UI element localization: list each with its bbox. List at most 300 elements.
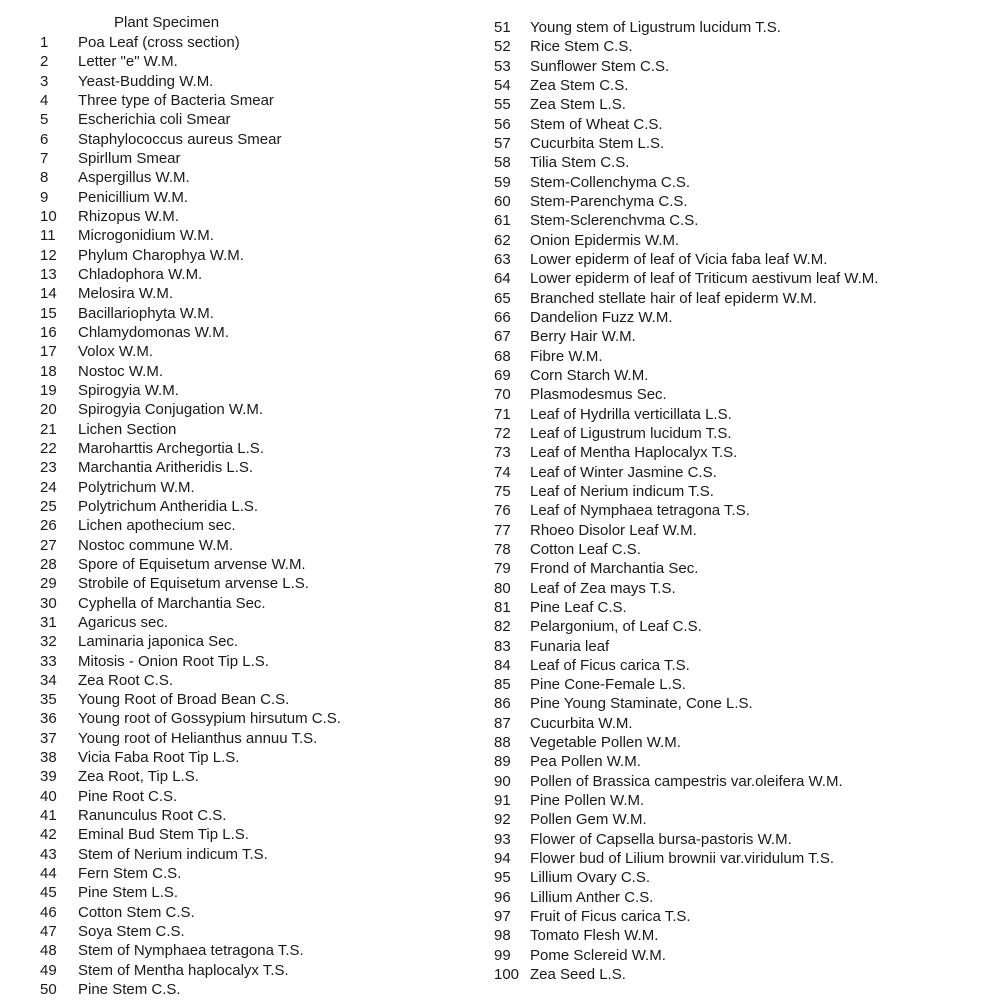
item-name: Stem-Collenchyma C.S. <box>530 173 691 191</box>
item-number: 62 <box>494 231 511 249</box>
list-item <box>40 52 460 71</box>
list-item <box>494 830 994 849</box>
item-name: Polytrichum W.M. <box>78 478 195 496</box>
item-number: 25 <box>40 497 57 515</box>
item-name: Penicillium W.M. <box>78 188 189 206</box>
item-name: Stem of Nymphaea tetragona T.S. <box>78 942 304 960</box>
item-name: Soya Stem C.S. <box>78 923 185 941</box>
list-item <box>494 540 994 559</box>
list-item <box>40 652 460 671</box>
item-number: 71 <box>494 405 511 423</box>
item-number: 97 <box>494 908 511 926</box>
list-item <box>40 709 460 728</box>
item-name: Three type of Bacteria Smear <box>78 91 274 109</box>
item-name: Lichen Section <box>78 420 177 438</box>
item-number: 55 <box>494 96 511 114</box>
item-number: 27 <box>40 536 57 554</box>
item-name: Poa Leaf (cross section) <box>78 34 240 51</box>
item-name: Young root of Gossypium hirsutum C.S. <box>78 710 341 728</box>
list-item <box>494 810 994 829</box>
item-number: 95 <box>494 869 511 887</box>
item-number: 75 <box>494 482 511 500</box>
item-name: Nostoc W.M. <box>78 362 164 380</box>
item-number: 37 <box>40 729 57 747</box>
item-name: Berry Hair W.M. <box>530 328 636 346</box>
item-number: 98 <box>494 927 511 945</box>
item-name: Ranunculus Root C.S. <box>78 807 227 825</box>
list-item <box>40 342 460 361</box>
item-number: 60 <box>494 192 511 210</box>
list-item <box>494 327 994 346</box>
item-number: 54 <box>494 76 511 94</box>
item-name: Eminal Bud Stem Tip L.S. <box>78 826 249 844</box>
list-item <box>494 849 994 868</box>
item-name: Zea Root C.S. <box>78 671 174 689</box>
item-name: Pine Pollen W.M. <box>530 792 645 810</box>
list-item <box>40 922 460 941</box>
list-item <box>494 965 994 984</box>
item-name: Tomato Flesh W.M. <box>530 927 659 945</box>
item-number: 89 <box>494 753 511 771</box>
item-name: Cucurbita W.M. <box>530 714 633 732</box>
list-item <box>494 289 994 308</box>
item-number: 78 <box>494 540 511 558</box>
item-number: 8 <box>40 169 49 187</box>
list-item <box>494 173 994 192</box>
item-number: 66 <box>494 308 511 326</box>
item-number: 88 <box>494 734 511 752</box>
item-number: 39 <box>40 768 57 786</box>
item-name: Tilia Stem C.S. <box>530 154 630 172</box>
item-number: 43 <box>40 845 57 863</box>
item-number: 67 <box>494 328 511 346</box>
list-item <box>494 907 994 926</box>
item-number: 82 <box>494 618 511 636</box>
item-name: Stem of Wheat C.S. <box>530 115 663 133</box>
item-name: Young root of Helianthus annuu T.S. <box>78 729 318 747</box>
item-name: Lower epiderm of leaf of Triticum aestivum leaf W.M. <box>530 270 879 288</box>
item-number: 30 <box>40 594 57 612</box>
item-number: 76 <box>494 502 511 520</box>
item-name: Zea Seed L.S. <box>530 966 626 984</box>
item-number: 57 <box>494 134 511 152</box>
list-item <box>494 95 994 114</box>
list-item <box>494 385 994 404</box>
item-number: 18 <box>40 362 57 380</box>
list-item <box>494 559 994 578</box>
item-name: Leaf of Hydrilla verticillata L.S. <box>530 405 732 423</box>
item-number: 5 <box>40 111 49 129</box>
item-name: Nostoc commune W.M. <box>78 536 234 554</box>
item-number: 32 <box>40 633 57 651</box>
list-item <box>494 405 994 424</box>
item-number: 52 <box>494 38 511 56</box>
item-number: 20 <box>40 401 57 419</box>
list-item <box>40 265 460 284</box>
item-name: Rhizopus W.M. <box>78 207 179 225</box>
item-name: Vegetable Pollen W.M. <box>530 734 681 752</box>
item-name: Pea Pollen W.M. <box>530 753 641 771</box>
item-name: Spirllum Smear <box>78 149 181 167</box>
item-name: Zea Root, Tip L.S. <box>78 768 199 786</box>
list-item <box>494 637 994 656</box>
list-item <box>40 381 460 400</box>
item-number: 99 <box>494 946 511 964</box>
list-item <box>494 791 994 810</box>
list-item <box>494 192 994 211</box>
item-number: 2 <box>40 53 49 71</box>
item-number: 63 <box>494 250 511 268</box>
item-name: Laminaria japonica Sec. <box>78 633 239 651</box>
item-number: 28 <box>40 555 57 573</box>
item-number: 72 <box>494 424 511 442</box>
item-name: Microgonidium W.M. <box>78 227 214 245</box>
list-item <box>494 926 994 945</box>
list-item <box>40 883 460 902</box>
item-name: Stem-Sclerenchvma C.S. <box>530 212 699 230</box>
list-item <box>494 76 994 95</box>
item-name: Leaf of Ficus carica T.S. <box>530 656 690 674</box>
item-number: 17 <box>40 343 57 361</box>
item-number: 83 <box>494 637 511 655</box>
item-name: Pine Root C.S. <box>78 787 178 805</box>
item-number: 24 <box>40 478 57 496</box>
item-number: 45 <box>40 884 57 902</box>
item-number: 16 <box>40 323 57 341</box>
item-name: Escherichia coli Smear <box>78 111 231 129</box>
item-number: 1 <box>40 34 49 51</box>
list-item <box>40 188 460 207</box>
item-number: 68 <box>494 347 511 365</box>
list-item <box>494 18 994 37</box>
item-name: Chladophora W.M. <box>78 265 203 283</box>
item-name: Chlamydomonas W.M. <box>78 323 229 341</box>
item-name: Pome Sclereid W.M. <box>530 946 666 964</box>
item-name: Pine Stem L.S. <box>78 884 179 902</box>
item-number: 12 <box>40 246 57 264</box>
item-number: 77 <box>494 521 511 539</box>
item-name: Vicia Faba Root Tip L.S. <box>78 749 240 767</box>
item-number: 10 <box>40 207 57 225</box>
list-item <box>40 420 460 439</box>
item-name: Yeast-Budding W.M. <box>78 72 214 90</box>
list-item <box>494 714 994 733</box>
item-name: Pine Cone-Female L.S. <box>530 676 686 694</box>
item-name: Sunflower Stem C.S. <box>530 57 670 75</box>
item-number: 48 <box>40 942 57 960</box>
item-name: Cucurbita Stem L.S. <box>530 134 665 152</box>
item-name: Young stem of Ligustrum lucidum T.S. <box>530 19 781 36</box>
item-number: 33 <box>40 652 57 670</box>
list-item <box>494 888 994 907</box>
list-item <box>40 632 460 651</box>
item-name: Leaf of Ligustrum lucidum T.S. <box>530 424 732 442</box>
item-name: Leaf of Mentha Haplocalyx T.S. <box>530 444 738 462</box>
item-number: 92 <box>494 811 511 829</box>
item-number: 94 <box>494 850 511 868</box>
list-item <box>40 110 460 129</box>
item-number: 90 <box>494 772 511 790</box>
list-item <box>40 458 460 477</box>
list-item <box>40 864 460 883</box>
item-number: 96 <box>494 888 511 906</box>
item-name: Cotton Stem C.S. <box>78 903 195 921</box>
list-item <box>40 806 460 825</box>
list-item <box>40 671 460 690</box>
item-number: 53 <box>494 57 511 75</box>
item-number: 31 <box>40 613 57 631</box>
item-number: 79 <box>494 560 511 578</box>
item-number: 42 <box>40 826 57 844</box>
list-item <box>494 231 994 250</box>
item-name: Pollen of Brassica campestris var.oleifera W.M. <box>530 772 843 790</box>
item-name: Plasmodesmus Sec. <box>530 386 667 404</box>
list-item <box>40 941 460 960</box>
list-item <box>494 656 994 675</box>
item-name: Strobile of Equisetum arvense L.S. <box>78 575 309 593</box>
item-number: 7 <box>40 149 49 167</box>
list-item <box>40 787 460 806</box>
item-number: 21 <box>40 420 57 438</box>
item-name: Leaf of Winter Jasmine C.S. <box>530 463 717 481</box>
item-number: 15 <box>40 304 57 322</box>
item-number: 38 <box>40 749 57 767</box>
list-item <box>40 497 460 516</box>
list-item <box>40 323 460 342</box>
list-item <box>40 961 460 980</box>
item-number: 56 <box>494 115 511 133</box>
item-number: 87 <box>494 714 511 732</box>
item-number: 26 <box>40 517 57 535</box>
list-item <box>494 694 994 713</box>
item-name: Stem of Nerium indicum T.S. <box>78 845 268 863</box>
list-item <box>40 149 460 168</box>
page-title: Plant Specimen <box>114 14 220 31</box>
item-number: 47 <box>40 923 57 941</box>
list-item <box>40 246 460 265</box>
item-number: 59 <box>494 173 511 191</box>
list-item <box>40 91 460 110</box>
item-name: Rhoeo Disolor Leaf W.M. <box>530 521 697 539</box>
item-number: 35 <box>40 691 57 709</box>
item-name: Pine Leaf C.S. <box>530 598 627 616</box>
item-name: Onion Epidermis W.M. <box>530 231 680 249</box>
item-number: 84 <box>494 656 511 674</box>
item-number: 34 <box>40 671 57 689</box>
item-name: Cotton Leaf C.S. <box>530 540 641 558</box>
item-name: Polytrichum Antheridia L.S. <box>78 497 259 515</box>
list-item <box>40 400 460 419</box>
item-number: 51 <box>494 19 511 36</box>
list-item <box>494 115 994 134</box>
list-item <box>40 33 460 52</box>
item-name: Flower bud of Lilium brownii var.viridulum T.S. <box>530 850 835 868</box>
item-name: Fern Stem C.S. <box>78 865 182 883</box>
item-name: Flower of Capsella bursa-pastoris W.M. <box>530 830 792 848</box>
item-name: Bacillariophyta W.M. <box>78 304 214 322</box>
list-item <box>40 980 460 999</box>
list-item <box>40 478 460 497</box>
item-number: 50 <box>40 981 57 999</box>
item-number: 11 <box>40 227 56 245</box>
item-number: 80 <box>494 579 511 597</box>
item-name: Cyphella of Marchantia Sec. <box>78 594 266 612</box>
item-name: Phylum Charophya W.M. <box>78 246 244 264</box>
item-name: Mitosis - Onion Root Tip L.S. <box>78 652 269 670</box>
item-name: Leaf of Nymphaea tetragona T.S. <box>530 502 750 520</box>
item-name: Corn Starch W.M. <box>530 366 649 384</box>
item-number: 13 <box>40 265 57 283</box>
item-number: 44 <box>40 865 57 883</box>
list-item <box>40 536 460 555</box>
item-number: 61 <box>494 212 511 230</box>
item-number: 22 <box>40 439 57 457</box>
item-name: Spirogyia W.M. <box>78 381 179 399</box>
list-item <box>40 594 460 613</box>
item-name: Rice Stem C.S. <box>530 38 633 56</box>
list-item <box>494 366 994 385</box>
list-item <box>494 598 994 617</box>
item-name: Aspergillus W.M. <box>78 169 190 187</box>
item-name: Branched stellate hair of leaf epiderm W.M. <box>530 289 817 307</box>
list-item <box>494 521 994 540</box>
item-number: 91 <box>494 792 511 810</box>
item-name: Pine Young Staminate, Cone L.S. <box>530 695 753 713</box>
item-number: 81 <box>494 598 511 616</box>
list-item <box>494 752 994 771</box>
list-item <box>494 772 994 791</box>
list-item <box>40 226 460 245</box>
item-number: 93 <box>494 830 511 848</box>
list-item <box>494 675 994 694</box>
list-item <box>40 168 460 187</box>
list-item <box>494 269 994 288</box>
list-item <box>40 130 460 149</box>
list-item <box>40 207 460 226</box>
item-name: Melosira W.M. <box>78 285 174 303</box>
list-item <box>494 868 994 887</box>
item-name: Lillium Ovary C.S. <box>530 869 651 887</box>
item-name: Volox W.M. <box>78 343 154 361</box>
item-name: Zea Stem C.S. <box>530 76 629 94</box>
list-item <box>40 825 460 844</box>
list-item <box>40 516 460 535</box>
list-item <box>494 443 994 462</box>
item-name: Pine Stem C.S. <box>78 981 181 999</box>
item-name: Pollen Gem W.M. <box>530 811 647 829</box>
item-name: Lillium Anther C.S. <box>530 888 654 906</box>
item-number: 23 <box>40 459 57 477</box>
list-item <box>40 555 460 574</box>
item-name: Agaricus sec. <box>78 613 169 631</box>
list-item <box>494 37 994 56</box>
item-number: 70 <box>494 386 511 404</box>
item-name: Zea Stem L.S. <box>530 96 626 114</box>
list-item <box>494 57 994 76</box>
list-item <box>40 767 460 786</box>
item-name: Spore of Equisetum arvense W.M. <box>78 555 306 573</box>
list-item <box>40 613 460 632</box>
specimen-list-left-column <box>40 33 460 999</box>
list-item <box>494 134 994 153</box>
list-item <box>40 903 460 922</box>
list-item <box>494 211 994 230</box>
item-name: Leaf of Nerium indicum T.S. <box>530 482 714 500</box>
item-number: 85 <box>494 676 511 694</box>
list-item <box>494 153 994 172</box>
item-number: 64 <box>494 270 511 288</box>
list-item <box>40 690 460 709</box>
list-item <box>40 284 460 303</box>
item-name: Stem of Mentha haplocalyx T.S. <box>78 961 289 979</box>
item-name: Staphylococcus aureus Smear <box>78 130 282 148</box>
item-name: Maroharttis Archegortia L.S. <box>78 439 264 457</box>
item-name: Leaf of Zea mays T.S. <box>530 579 676 597</box>
item-number: 73 <box>494 444 511 462</box>
item-number: 74 <box>494 463 511 481</box>
item-number: 86 <box>494 695 511 713</box>
specimen-list-right-column <box>494 18 994 984</box>
item-number: 49 <box>40 961 57 979</box>
item-name: Pelargonium, of Leaf C.S. <box>530 618 702 636</box>
list-item <box>494 482 994 501</box>
list-item <box>494 501 994 520</box>
list-item <box>494 424 994 443</box>
list-item <box>40 304 460 323</box>
list-item <box>40 574 460 593</box>
item-name: Spirogyia Conjugation W.M. <box>78 401 264 419</box>
item-name: Letter "e" W.M. <box>78 53 178 71</box>
list-item <box>494 463 994 482</box>
item-number: 14 <box>40 285 57 303</box>
item-name: Frond of Marchantia Sec. <box>530 560 699 578</box>
item-number: 100 <box>494 966 520 984</box>
item-number: 36 <box>40 710 57 728</box>
item-number: 6 <box>40 130 49 148</box>
list-item <box>40 845 460 864</box>
item-name: Fruit of Ficus carica T.S. <box>530 908 691 926</box>
item-number: 4 <box>40 91 49 109</box>
item-name: Young Root of Broad Bean C.S. <box>78 691 290 709</box>
item-number: 58 <box>494 154 511 172</box>
item-number: 46 <box>40 903 57 921</box>
list-item <box>494 347 994 366</box>
list-item <box>494 308 994 327</box>
list-item <box>494 579 994 598</box>
item-name: Fibre W.M. <box>530 347 603 365</box>
item-number: 29 <box>40 575 57 593</box>
item-name: Stem-Parenchyma C.S. <box>530 192 688 210</box>
list-item <box>40 72 460 91</box>
item-name: Lower epiderm of leaf of Vicia faba leaf W.M. <box>530 250 828 268</box>
item-number: 65 <box>494 289 511 307</box>
item-name: Marchantia Aritheridis L.S. <box>78 459 254 477</box>
list-item <box>40 748 460 767</box>
item-number: 69 <box>494 366 511 384</box>
list-item <box>494 250 994 269</box>
list-item <box>40 362 460 381</box>
list-item <box>494 733 994 752</box>
item-name: Lichen apothecium sec. <box>78 517 236 535</box>
item-number: 40 <box>40 787 57 805</box>
list-item <box>494 946 994 965</box>
item-number: 19 <box>40 381 57 399</box>
item-name: Dandelion Fuzz W.M. <box>530 308 673 326</box>
list-item <box>40 439 460 458</box>
item-number: 9 <box>40 188 49 206</box>
item-name: Funaria leaf <box>530 637 610 655</box>
item-number: 41 <box>40 807 57 825</box>
